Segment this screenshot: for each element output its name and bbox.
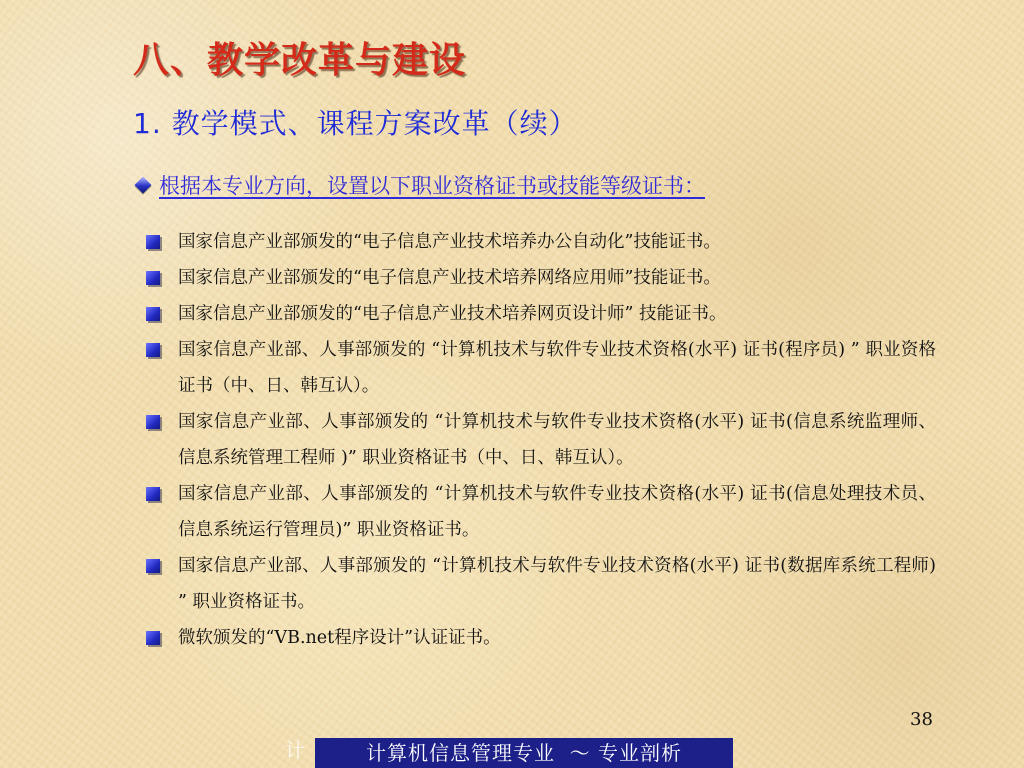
list-item [146,332,936,404]
intro-line [137,171,705,201]
section-subtitle: 1. 教学模式、课程方案改革（续） [133,107,578,140]
list-item-text: 国家信息产业部颁发的“电子信息产业技术培养网络应用师”技能证书。 [178,268,721,288]
square-bullet-icon [146,343,160,357]
list-item [146,296,936,332]
square-bullet-icon [146,631,160,645]
intro-text: 根据本专业方向，设置以下职业资格证书或技能等级证书： [159,174,705,198]
footer-ghost-text: 计 [285,738,305,762]
diamond-bullet-icon [135,177,152,194]
list-item-text: 国家信息产业部、人事部颁发的 “计算机技术与软件专业技术资格(水平) 证书(数据库系统工程师) ” 职业资格证书。 [178,556,936,612]
page-number: 38 [910,709,933,730]
square-bullet-icon [146,415,160,429]
list-item-text: 国家信息产业部颁发的“电子信息产业技术培养网页设计师” 技能证书。 [178,304,727,324]
list-item-text: 国家信息产业部、人事部颁发的 “计算机技术与软件专业技术资格(水平) 证书(信息系统监理师、信息系统管理工程师 )” 职业资格证书（中、日、韩互认）。 [178,412,936,468]
list-item-text: 微软颁发的“VB.net程序设计”认证证书。 [178,628,501,648]
list-item [146,404,936,476]
list-item [146,548,936,620]
list-item [146,476,936,548]
footer-text: 计算机信息管理专业 ～ 专业剖析 [365,741,683,765]
slide-title: 八、教学改革与建设 [133,39,467,81]
list-item [146,620,936,656]
list-item [146,224,936,260]
square-bullet-icon [146,235,160,249]
square-bullet-icon [146,487,160,501]
square-bullet-icon [146,307,160,321]
list-item-text: 国家信息产业部、人事部颁发的 “计算机技术与软件专业技术资格(水平) 证书(信息处理技术员、信息系统运行管理员)” 职业资格证书。 [178,484,936,540]
list-item-text: 国家信息产业部颁发的“电子信息产业技术培养办公自动化”技能证书。 [178,232,721,252]
list-item-text: 国家信息产业部、人事部颁发的 “计算机技术与软件专业技术资格(水平) 证书(程序员) ” 职业资格证书（中、日、韩互认）。 [178,340,936,396]
square-bullet-icon [146,271,160,285]
square-bullet-icon [146,559,160,573]
list-item [146,260,936,296]
footer-banner [315,738,733,768]
certificate-list [146,224,936,656]
